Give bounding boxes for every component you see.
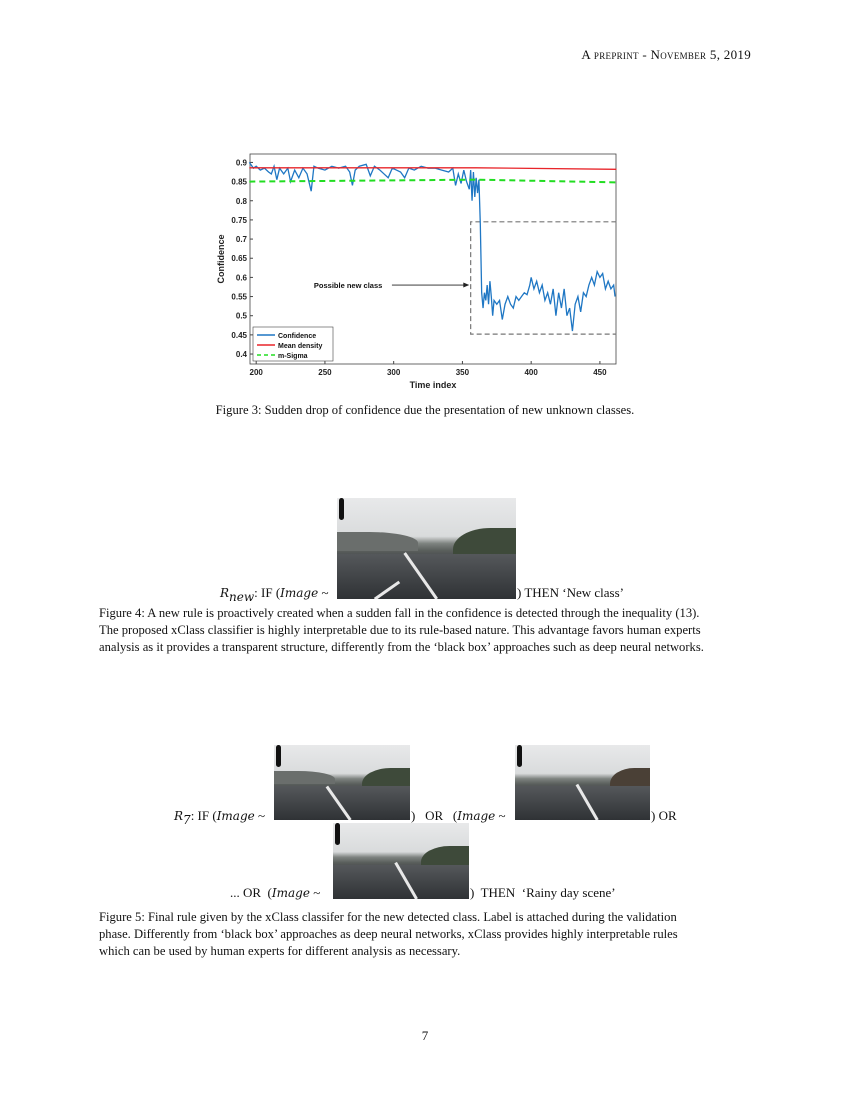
figure5-ellipsis-or [230, 885, 320, 901]
image-variable: Image [271, 886, 310, 900]
annotation-label: Possible new class [313, 281, 383, 291]
caption-line: Figure 5: Final rule given by the xClass classifer for the new detected class. Label is attached during the validation [99, 910, 677, 924]
figure3-caption: Figure 3: Sudden drop of confidence due the presentation of new unknown classes. [215, 403, 635, 417]
running-header: A preprint - November 5, 2019 [581, 47, 751, 62]
tilde: ~ [495, 808, 506, 823]
figure5-rule-prefix [174, 808, 265, 827]
x-tick-label: 250 [318, 368, 332, 377]
tilde: ~ [254, 808, 266, 823]
y-tick-label: 0.55 [231, 292, 247, 302]
y-tick-label: 0.45 [231, 330, 247, 340]
rule-subscript: new [229, 589, 255, 604]
x-tick-label: 350 [455, 368, 470, 377]
x-tick-label: 450 [593, 368, 607, 377]
y-tick-label: 0.65 [231, 254, 247, 264]
legend-label: Mean density [278, 343, 323, 350]
rainy-road-image [337, 498, 516, 599]
y-tick-label: 0.4 [235, 350, 247, 360]
confidence-chart [200, 145, 630, 395]
rule-symbol: R [174, 809, 184, 823]
rainy-road-image-3 [333, 823, 469, 899]
y-tick-label: 0.7 [235, 235, 247, 245]
figure4-rule-then: ) THEN ‘New class’ [517, 585, 624, 600]
caption-line: The proposed xClass classifier is highly interpretable due to its rule-based nature. This advantage favors human experts [99, 623, 701, 637]
y-tick-label: 0.5 [235, 311, 247, 321]
figure4-rule-prefix [220, 585, 329, 604]
y-tick-label: 0.75 [231, 215, 247, 225]
image-variable: Image [457, 809, 496, 823]
figure5-or [411, 808, 506, 824]
caption-line: analysis as it provides a transparent structure, differently from the ‘black box’ approaches such as deep neural networks. [99, 640, 704, 654]
y-axis-label: Confidence [216, 234, 226, 284]
rule-subscript: 7 [183, 812, 191, 827]
legend-label: m-Sigma [278, 353, 308, 360]
legend-label: Confidence [278, 333, 317, 340]
rule-symbol: R [220, 586, 230, 600]
y-tick-label: 0.6 [235, 273, 247, 283]
x-tick-label: 300 [386, 368, 401, 377]
caption-line: which can be used by human experts for different analysis as necessary. [99, 944, 461, 958]
x-tick-label: 400 [524, 368, 538, 377]
rainy-road-image-2 [515, 745, 650, 820]
or-text: ) OR ( [411, 808, 458, 823]
y-tick-label: 0.8 [235, 196, 247, 206]
rainy-road-image-1 [274, 745, 410, 820]
rule-if: : IF ( [190, 808, 217, 823]
caption-line: phase. Differently from ‘black box’ approaches as deep neural networks, xClass provides highly interpretable rules [99, 927, 678, 941]
caption-line: Figure 4: A new rule is proactively created when a sudden fall in the confidence is detected through the inequality (13). [99, 606, 700, 620]
y-tick-label: 0.85 [231, 177, 247, 187]
figure5-or-end: ) OR [651, 808, 677, 823]
image-variable: Image [216, 809, 255, 823]
ellipsis-or: ... OR ( [230, 885, 272, 900]
x-tick-label: 200 [249, 368, 263, 377]
page-number: 7 [421, 1028, 429, 1043]
figure5-caption [99, 909, 759, 960]
tilde: ~ [309, 885, 321, 900]
figure4-caption [99, 605, 759, 656]
figure5-rule-then: ) THEN ‘Rainy day scene’ [470, 885, 616, 900]
tilde: ~ [318, 585, 329, 600]
rule-if: : IF ( [254, 585, 281, 600]
x-axis-label: Time index [409, 380, 457, 390]
image-variable: Image [280, 586, 319, 600]
y-tick-label: 0.9 [235, 158, 247, 168]
